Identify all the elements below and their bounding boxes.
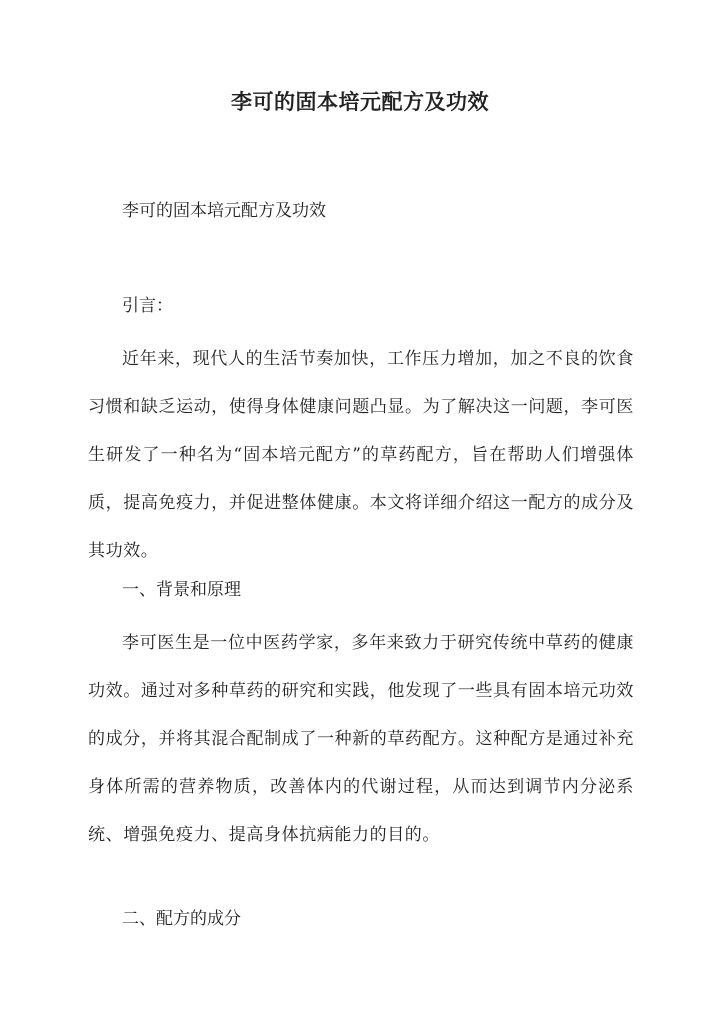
document-title: 李可的固本培元配方及功效 xyxy=(231,89,489,114)
background-heading: 一、背景和原理 xyxy=(122,580,241,600)
ingredients-heading: 二、配方的成分 xyxy=(122,909,241,929)
intro-heading: 引言： xyxy=(122,296,173,316)
intro-paragraph: 近年来，现代人的生活节奏加快，工作压力增加，加之不良的饮食习惯和缺乏运动，使得身体健康问题凸显。为了解决这一问题，李可医生研发了一种名为“固本培元配方”的草药配方，旨在帮助人们增强体质，提高免疫力，并促进整体健康。本文将详细介绍这一配方的成分及其功效。 xyxy=(88,349,634,561)
document-subtitle: 李可的固本培元配方及功效 xyxy=(122,201,326,221)
background-paragraph: 李可医生是一位中医药学家，多年来致力于研究传统中草药的健康功效。通过对多种草药的研究和实践，他发现了一些具有固本培元功效的成分，并将其混合配制成了一种新的草药配方。这种配方是通过补充身体所需的营养物质，改善体内的代谢过程，从而达到调节内分泌系统、增强免疫力、提高身体抗病能力的目的。 xyxy=(88,633,634,845)
